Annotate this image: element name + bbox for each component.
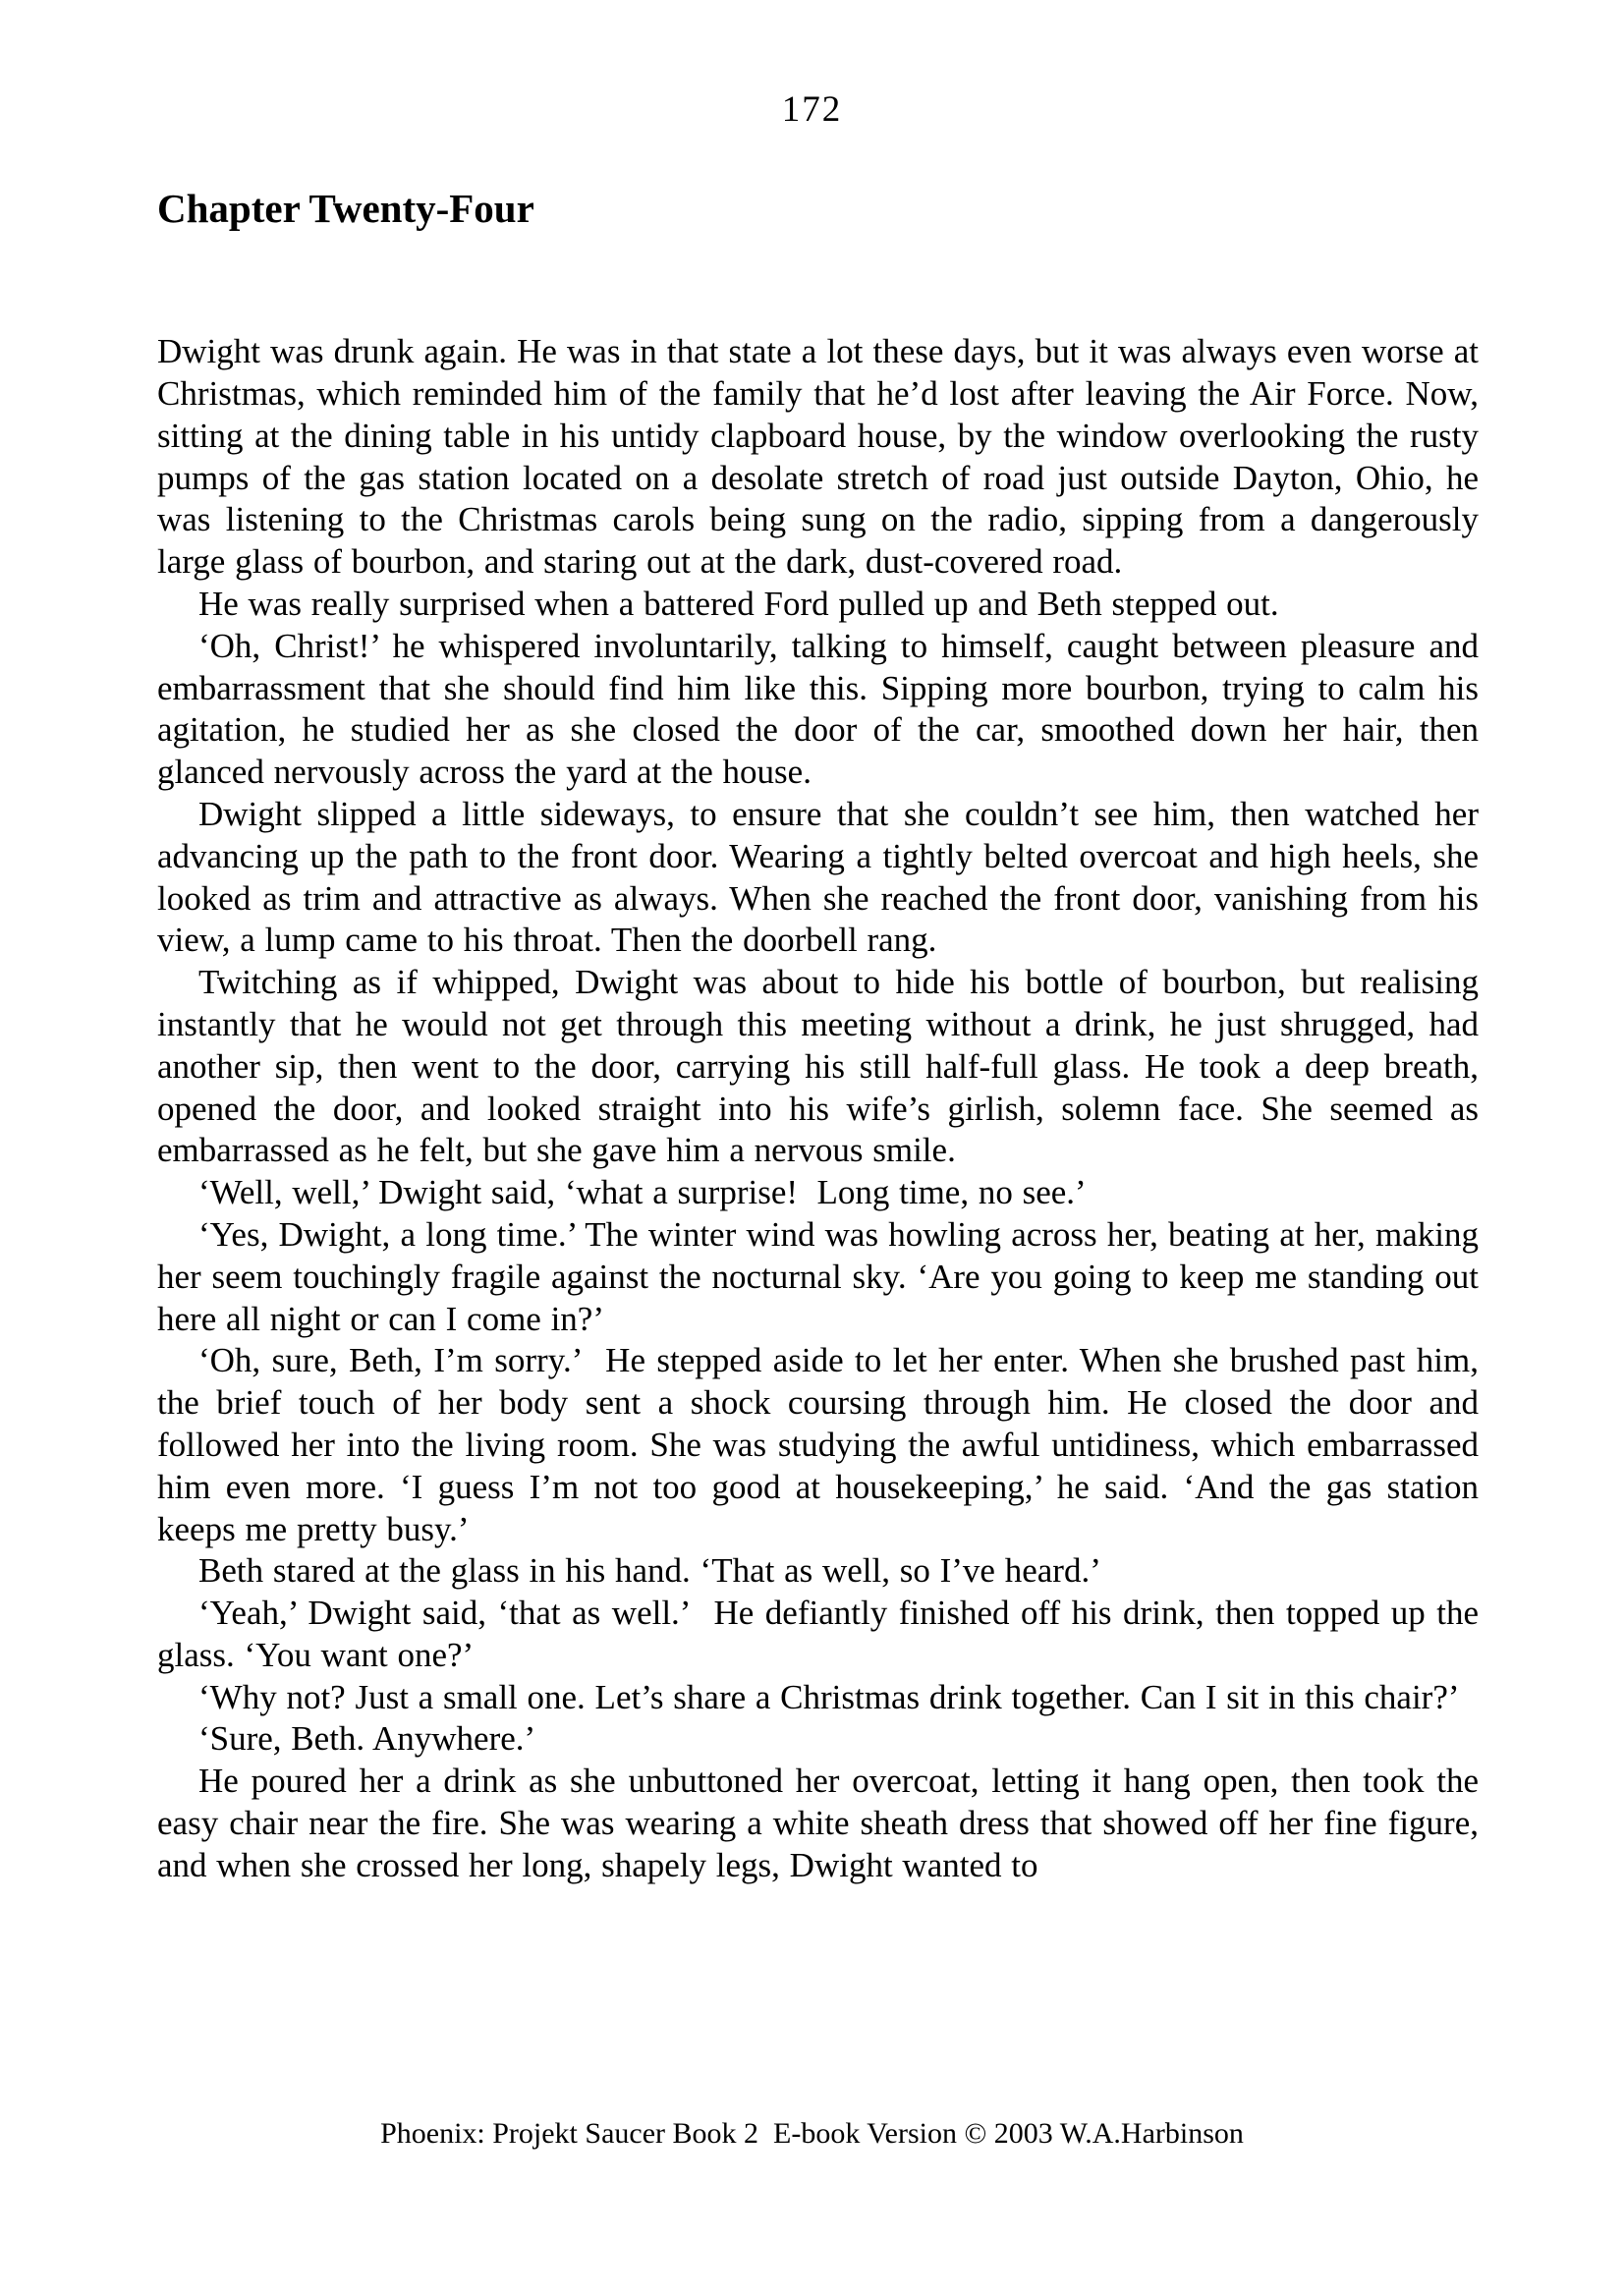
paragraph: He was really surprised when a battered Ford pulled up and Beth stepped out. <box>198 584 1279 623</box>
paragraph: ‘Yeah,’ Dwight said, ‘that as well.’ He defiantly finished off his drink, then topped up the glass. ‘You want one?’ <box>157 1594 1479 1674</box>
paragraph: Twitching as if whipped, Dwight was about to hide his bottle of bourbon, but realising instantly that he would not get through this meeting without a drink, he just shrugged, had another sip, then went to the door, carrying his still half-full glass. He took a deep breath, opened the door, and looked straight into his wife’s girlish, solemn face. She seemed as embarrassed as he felt, but she gave him a nervous smile. <box>157 963 1479 1170</box>
paragraphs <box>157 331 1479 1886</box>
paragraph: ‘Oh, Christ!’ he whispered involuntarily, talking to himself, caught between pleasure and embarrassment that she should find him like this. Sipping more bourbon, trying to calm his agitation, he studied her as she closed the door of the car, smoothed down her hair, then glanced nervously across the yard at the house. <box>157 626 1479 792</box>
paragraph: Beth stared at the glass in his hand. ‘That as well, so I’ve heard.’ <box>198 1551 1101 1591</box>
paragraph: ‘Why not? Just a small one. Let’s share a Christmas drink together. Can I sit in this chair?’ <box>198 1677 1460 1716</box>
paragraph: Dwight was drunk again. He was in that state a lot these days, but it was always even worse at Christmas, which reminded him of the family that he’d lost after leaving the Air Force. Now, sitting at the dining table in his untidy clapboard house, by the window overlooking the rusty pumps of the gas station located on a desolate stretch of road just outside Dayton, Ohio, he was listening to the Christmas carols being sung on the radio, sipping from a dangerously large glass of bourbon, and staring out at the dark, dust-covered road. <box>157 332 1479 582</box>
paragraph: ‘Sure, Beth. Anywhere.’ <box>198 1719 536 1759</box>
paragraph: ‘Yes, Dwight, a long time.’ The winter wind was howling across her, beating at her, making her seem touchingly fragile against the nocturnal sky. ‘Are you going to keep me standing out here all night or can I come in?’ <box>157 1214 1479 1338</box>
footer-credit: Phoenix: Projekt Saucer Book 2 E-book Version © 2003 W.A.Harbinson <box>380 2117 1244 2150</box>
paragraph: ‘Oh, sure, Beth, I’m sorry.’ He stepped aside to let her enter. When she brushed past him, the brief touch of her body sent a shock coursing through him. He closed the door and followed her into the living room. She was studying the awful untidiness, which embarrassed him even more. ‘I guess I’m not too good at housekeeping,’ he said. ‘And the gas station keeps me pretty busy.’ <box>157 1341 1479 1548</box>
paragraph: ‘Well, well,’ Dwight said, ‘what a surprise! Long time, no see.’ <box>198 1173 1087 1212</box>
page-body <box>157 185 1479 1887</box>
paragraph: Dwight slipped a little sideways, to ensure that she couldn’t see him, then watched her advancing up the path to the front door. Wearing a tightly belted overcoat and high heels, she looked as trim and attractive as always. When she reached the front door, vanishing from his view, a lump came to his throat. Then the doorbell rang. <box>157 794 1479 960</box>
page-number: 172 <box>781 89 843 130</box>
paragraph: He poured her a drink as she unbuttoned her overcoat, letting it hang open, then took the easy chair near the fire. She was wearing a white sheath dress that showed off her fine figure, and when she crossed her long, shapely legs, Dwight wanted to <box>157 1762 1479 1884</box>
chapter-heading: Chapter Twenty-Four <box>157 186 534 231</box>
